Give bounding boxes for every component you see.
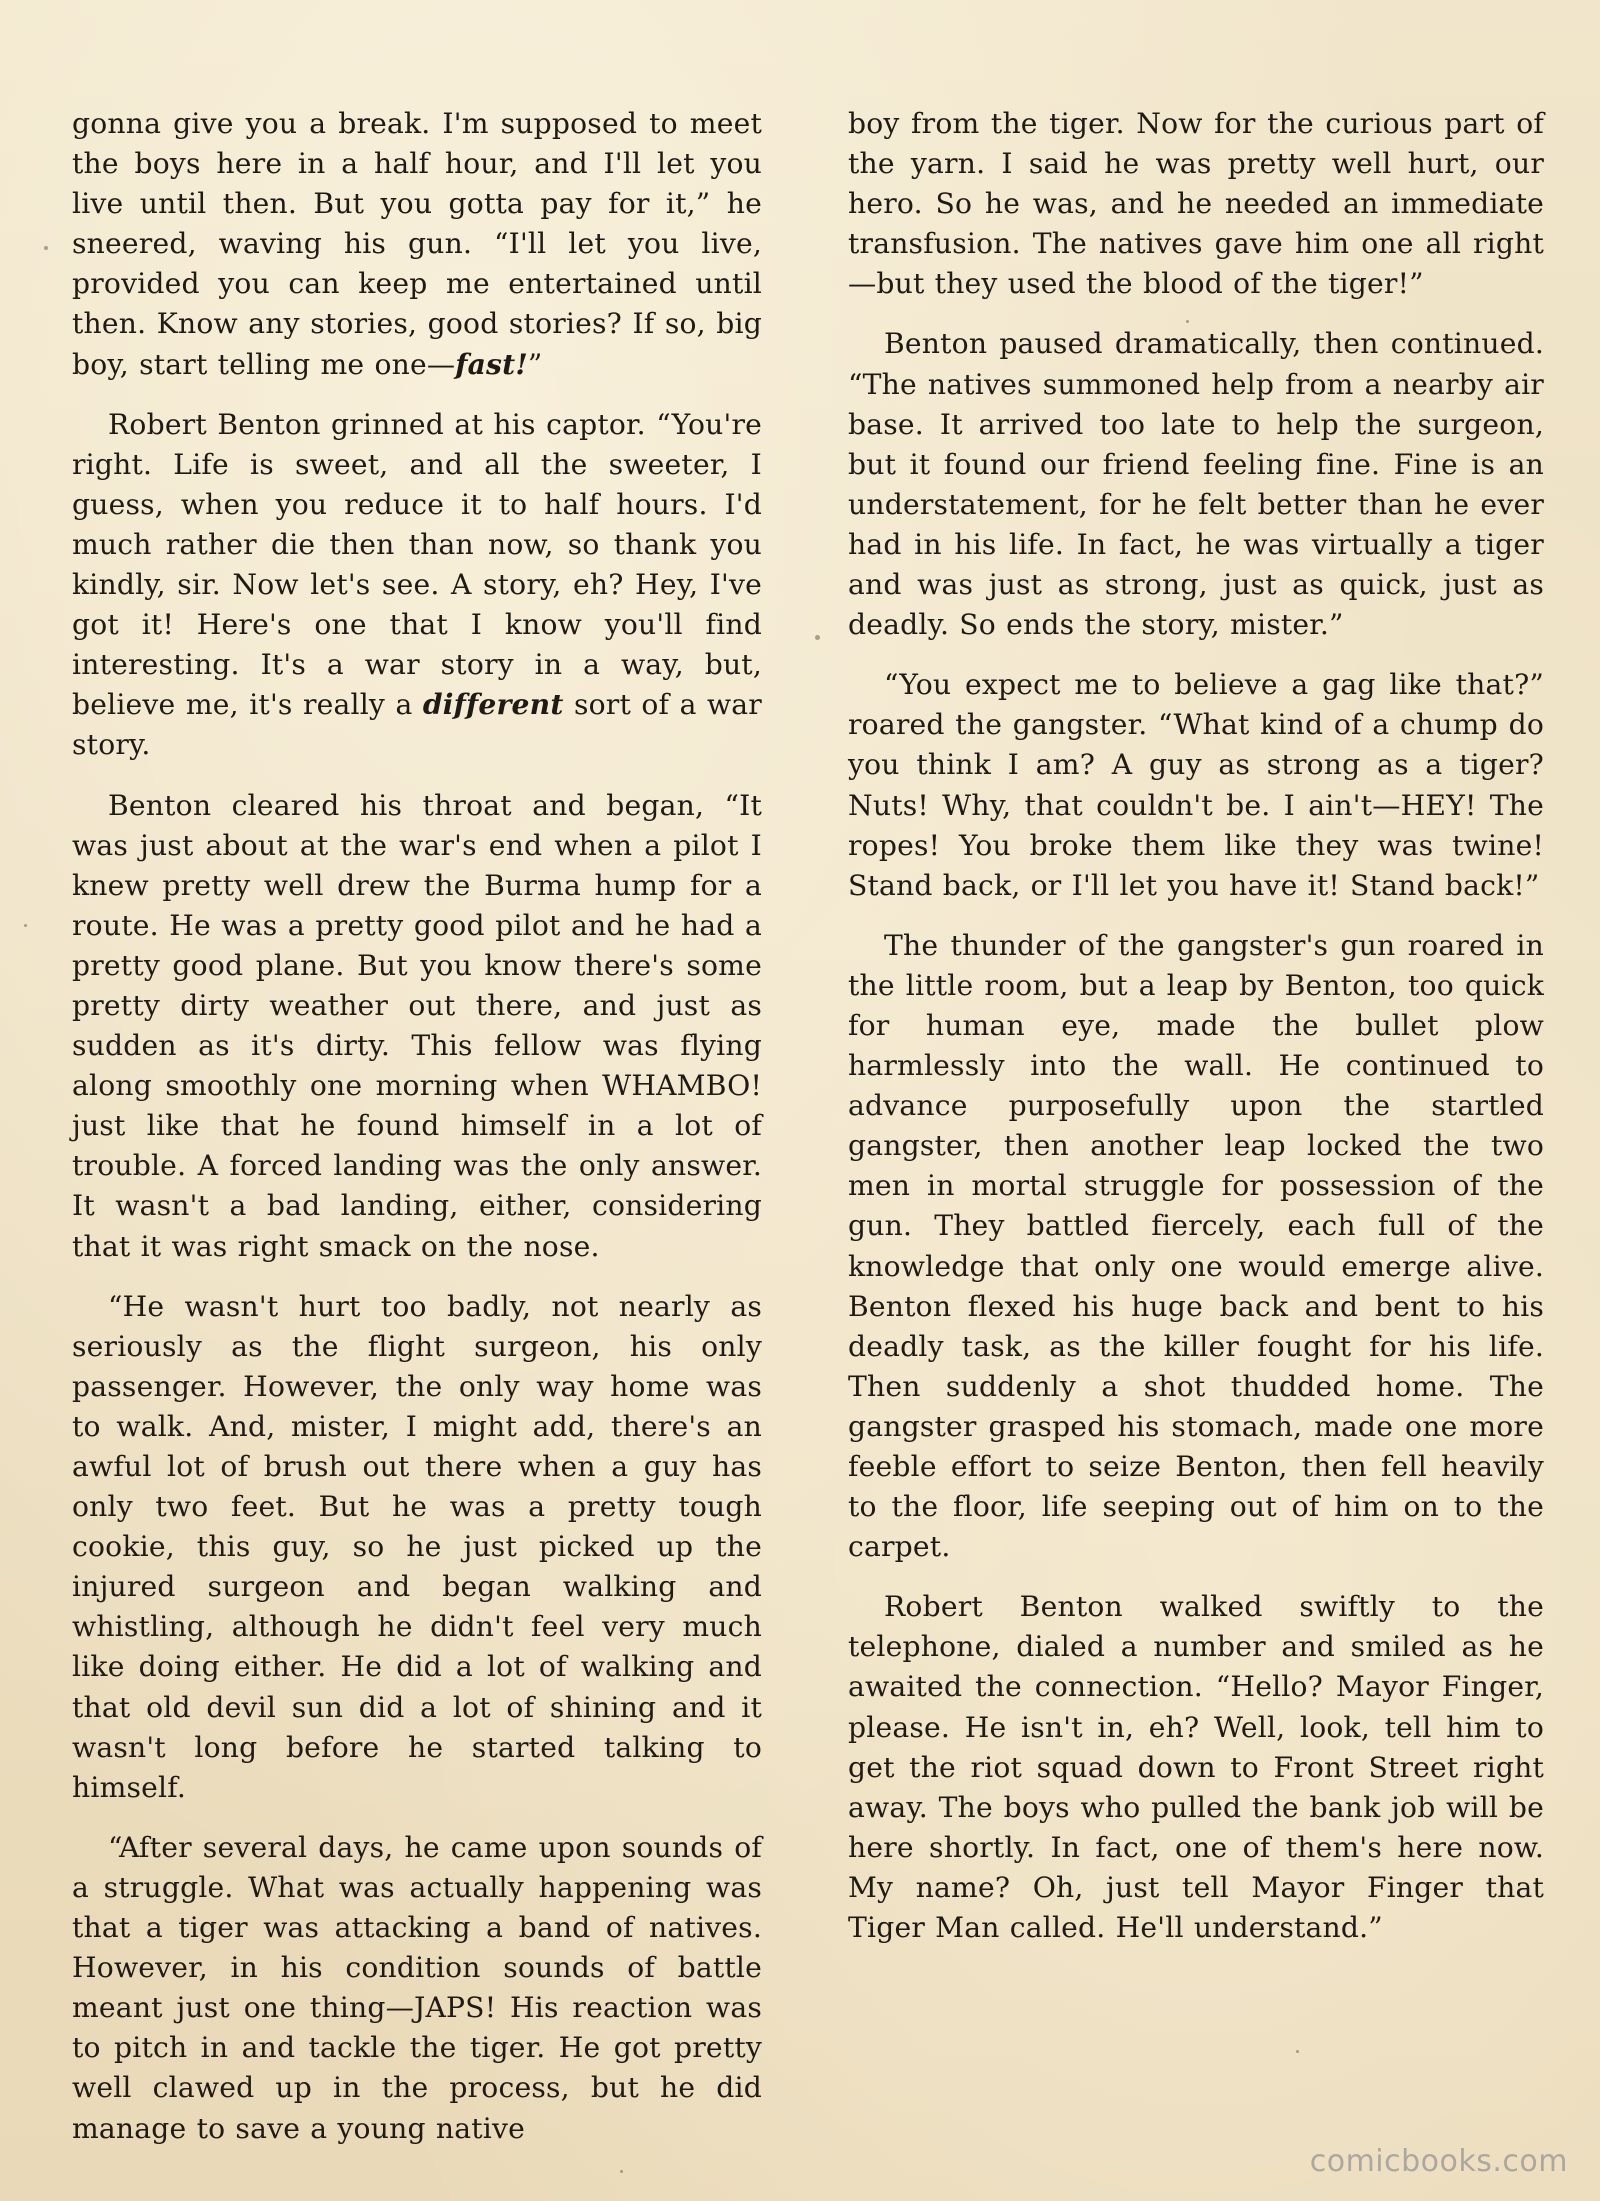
watermark: comicbooks.com bbox=[1309, 2144, 1568, 2179]
left-column bbox=[72, 104, 762, 2169]
paragraph: Benton cleared his throat and began, “It was just about at the war's end when a pilot I knew pretty well drew the Burma hump for a route. He was a pretty good pilot and he had a pretty good plane. But you know there's some pretty dirty weather out there, and just as sudden as it's dirty. This fellow was flying along smoothly one morning when WHAMBO! just like that he found himself in a lot of trouble. A forced landing was the only answer. It wasn't a bad landing, either, considering that it was right smack on the nose. bbox=[72, 788, 762, 1263]
paragraph: “You expect me to believe a gag like that?” roared the gangster. “What kind of a chump do you think I am? A guy as strong as a tiger? Nuts! Why, that couldn't be. I ain't—HEY! The ropes! You broke them like they was twine! Stand back, or I'll let you have it! Stand back!” bbox=[848, 668, 1544, 902]
paper-speck bbox=[620, 2170, 623, 2173]
paper-speck bbox=[24, 924, 27, 927]
paragraph: Robert Benton grinned at his captor. “You're right. Life is sweet, and all the sweeter, I guess, when you reduce it to half hours. I'd much rather die then than now, so thank you kindly, sir. Now let's see. A story, eh? Hey, I've got it! Here's one that I know you'll find interesting. It's a war story in a way, but, believe me, it's really a different sort of a war story. bbox=[72, 407, 762, 762]
paper-speck bbox=[1296, 2050, 1299, 2053]
paragraph: The thunder of the gangster's gun roared in the little room, but a leap by Benton, too quick for human eye, made the bullet plow harmlessly into the wall. He continued to advance purposefully upon the startled gangster, then another leap locked the two men in mortal struggle for possession of the gun. They battled fiercely, each full of the knowledge that only one would emerge alive. Benton flexed his huge back and bent to his deadly task, as the killer fought for his life. Then suddenly a shot thudded home. The gangster grasped his stomach, made one more feeble effort to seize Benton, then fell heavily to the floor, life seeping out of him on to the carpet. bbox=[848, 928, 1544, 1564]
paragraph: “After several days, he came upon sounds of a struggle. What was actually happening was that a tiger was attacking a band of natives. However, in his condition sounds of battle meant just one thing—JAPS! His reaction was to pitch in and tackle the tiger. He got pretty well clawed up in the process, but he did manage to save a young native bbox=[72, 1830, 762, 2145]
paper-speck bbox=[815, 635, 820, 640]
paragraph: Benton paused dramatically, then continued. “The natives summoned help from a nearby air base. It arrived too late to help the surgeon, but it found our friend feeling fine. Fine is an understatement, for he felt better than he ever had in his life. In fact, he was virtually a tiger and was just as strong, just as quick, just as deadly. So ends the story, mister.” bbox=[848, 327, 1544, 642]
paragraph: Robert Benton walked swiftly to the telephone, dialed a number and smiled as he awaited the connection. “Hello? Mayor Finger, please. He isn't in, eh? Well, look, tell him to get the riot squad down to Front Street right away. The boys who pulled the bank job will be here shortly. In fact, one of them's here now. My name? Oh, just tell Mayor Finger that Tiger Man called. He'll understand.” bbox=[848, 1590, 1544, 1945]
paragraph: “He wasn't hurt too badly, not nearly as seriously as the flight surgeon, his only passenger. However, the only way home was to walk. And, mister, I might add, there's an awful lot of brush out there when a guy has only two feet. But he was a pretty tough cookie, this guy, so he just picked up the injured surgeon and began walking and whistling, although he didn't feel very much like doing either. He did a lot of walking and that old devil sun did a lot of shining and it wasn't long before he started talking to himself. bbox=[72, 1289, 762, 1804]
paper-speck bbox=[44, 246, 48, 250]
paragraph: gonna give you a break. I'm supposed to meet the boys here in a half hour, and I'll let you live until then. But you gotta pay for it,” he sneered, waving his gun. “I'll let you live, provided you can keep me entertained until then. Know any stories, good stories? If so, big boy, start telling me one—fast!” bbox=[72, 107, 762, 381]
right-column bbox=[848, 104, 1544, 1968]
paragraph: boy from the tiger. Now for the curious part of the yarn. I said he was pretty well hurt, our hero. So he was, and he needed an immediate transfusion. The natives gave him one all right—but they used the blood of the tiger!” bbox=[848, 107, 1544, 301]
paper-speck bbox=[1186, 320, 1189, 323]
